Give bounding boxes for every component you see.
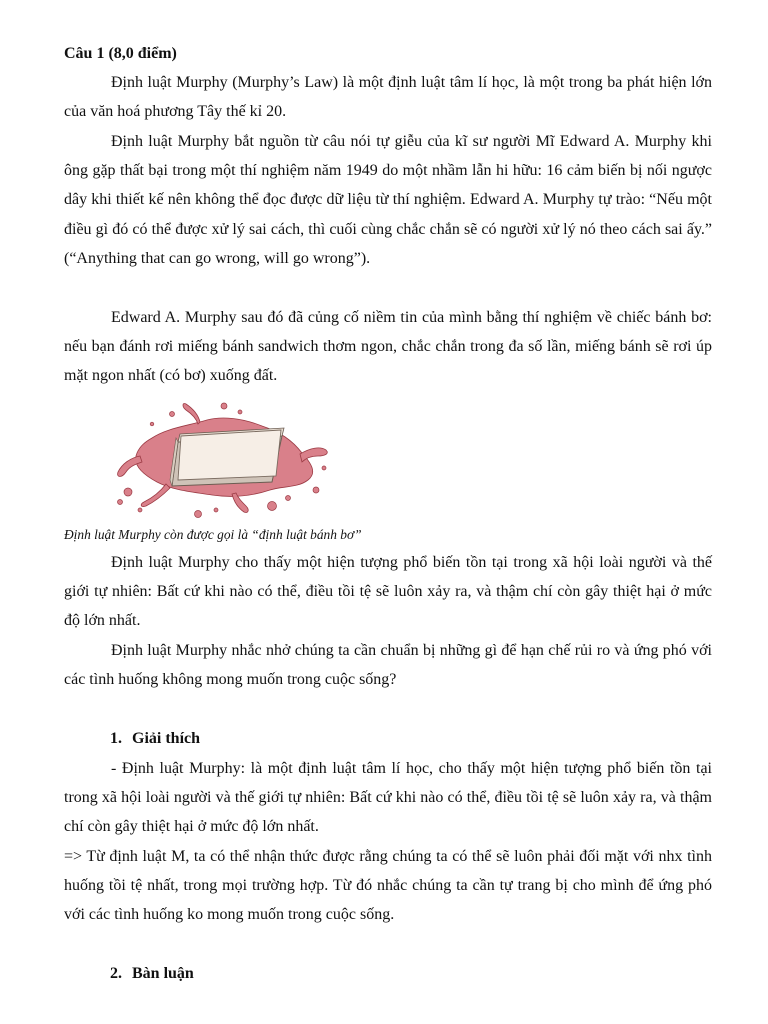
splat-drop	[118, 500, 123, 505]
image-caption: Định luật Murphy còn được gọi là “định luật bánh bơ”	[64, 527, 362, 542]
splat-arm-right	[300, 448, 327, 462]
paragraph-origin: Định luật Murphy bắt nguồn từ câu nói tự giễu của kĩ sư người Mĩ Edward A. Murphy khi ông gặp thất bại trong một thí nghiệm năm 1949 do một nhầm lẫn hi hữu: 16 cảm biến bị nối ngược dây khi thiết kế nên không thể đọc được dữ liệu từ thí nghiệm. Edward A. Murphy tự trào: “Nếu một điều gì đó có thể được xử lý sai cách, thì cuối cùng chắc chắn sẽ có người xử lý nó theo cách sai ấy.” (“Anything that can go wrong, will go wrong”).	[64, 133, 712, 267]
paragraph-conclusion: => Từ định luật M, ta có thể nhận thức được rằng chúng ta có thể sẽ luôn phải đối mặt với nhx tình huống tồi tệ nhất, trong mọi trường hợp. Từ đó nhắc chúng ta cần tự trang bị cho mình để ứng phó với các tình huống ko mong muốn trong cuộc sống.	[64, 848, 712, 924]
paragraph-question: Định luật Murphy nhắc nhở chúng ta cần chuẩn bị những gì để hạn chế rủi ro và ứng phó với các tình huống không mong muốn trong cuộc sống?	[64, 642, 712, 689]
section-title: Bàn luận	[132, 965, 194, 982]
splat-drop	[221, 403, 227, 409]
section-heading-explanation	[110, 724, 200, 753]
splat-arm-top	[183, 404, 200, 424]
splat-drop	[268, 502, 277, 511]
section-number: 1.	[110, 730, 122, 747]
splat-drop	[322, 466, 326, 470]
section-number: 2.	[110, 965, 122, 982]
question-title: Câu 1 (8,0 điểm)	[64, 45, 177, 62]
paragraph-explanation: - Định luật Murphy: là một định luật tâm lí học, cho thấy một hiện tượng phổ biến tồn tại trong xã hội loài người và thế giới tự nhiên: Bất cứ khi nào có thể, điều tồi tệ sẽ luôn xảy ra, và thậm chí còn gây thiệt hại ở mức độ lớn nhất.	[64, 760, 712, 836]
section-heading-discussion	[110, 959, 194, 988]
splat-drop	[170, 412, 175, 417]
section-title: Giải thích	[132, 730, 201, 747]
bread-slice	[170, 428, 284, 486]
splat-drop	[238, 410, 242, 414]
paragraph-intro: Định luật Murphy (Murphy’s Law) là một định luật tâm lí học, là một trong ba phát hiện lớn của văn hoá phương Tây thế kỉ 20.	[64, 74, 712, 121]
splat-drop	[214, 508, 218, 512]
splat-arm-bottom-left	[141, 484, 170, 507]
splat-drop	[286, 496, 291, 501]
butter-bread-illustration	[112, 398, 332, 520]
splat-drop	[124, 488, 132, 496]
splat-drop	[195, 511, 202, 518]
splat-drop	[150, 422, 154, 426]
paragraph-butter-experiment: Edward A. Murphy sau đó đã củng cố niềm tin của mình bằng thí nghiệm về chiếc bánh bơ: nếu bạn đánh rơi miếng bánh sandwich thơm ngon, chắc chắn trong đa số lần, miếng bánh sẽ rơi úp mặt ngon nhất (có bơ) xuống đất.	[64, 309, 712, 385]
splat-drop	[313, 487, 319, 493]
splat-drop	[138, 508, 142, 512]
paragraph-phenomenon: Định luật Murphy cho thấy một hiện tượng phổ biến tồn tại trong xã hội loài người và thế giới tự nhiên: Bất cứ khi nào có thể, điều tồi tệ sẽ luôn xảy ra, và thậm chí còn gây thiệt hại ở mức độ lớn nhất.	[64, 554, 712, 630]
